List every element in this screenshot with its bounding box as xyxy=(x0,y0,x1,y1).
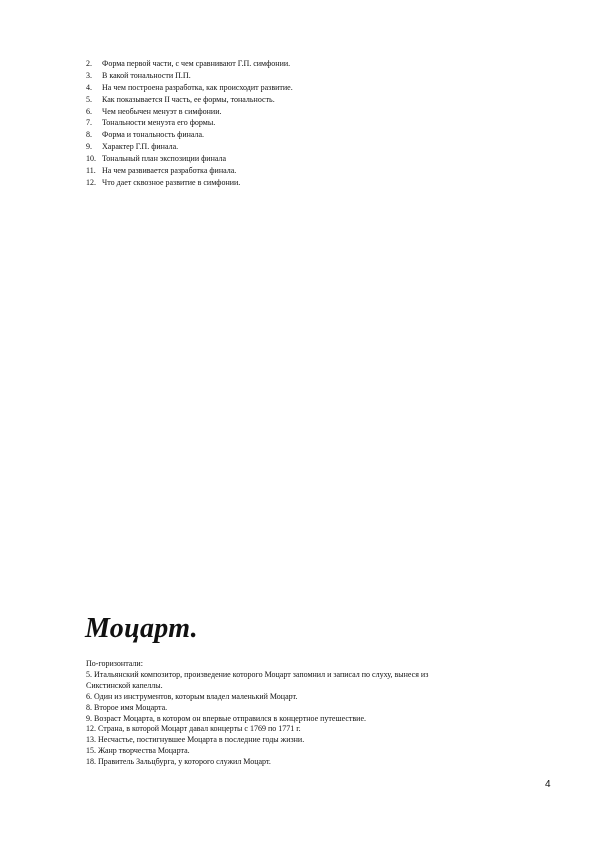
clue-line: 13. Несчастье, постигнувшее Моцарта в последние годы жизни. xyxy=(86,735,305,745)
clue-line: Сикстинской капеллы. xyxy=(86,680,163,690)
list-item: 6. Чем необычен менуэт в симфонии. xyxy=(86,106,222,116)
clue-line: 8. Второе имя Моцарта. xyxy=(86,702,168,712)
clue-line: 6. Один из инструментов, которым владел маленький Моцарт. xyxy=(86,691,298,701)
list-item: 8. Форма и тональность финала. xyxy=(86,130,205,140)
page-number: 4 xyxy=(545,779,551,790)
clues-heading: По-горизонтали: xyxy=(86,659,143,668)
list-item: 10. Тональный план экспозиции финала xyxy=(86,154,227,164)
list-item: 3. В какой тональности П.П. xyxy=(86,70,191,80)
clue-line: 12. Страна, в которой Моцарт давал концерты с 1769 по 1771 г. xyxy=(86,724,301,734)
crossword-clues xyxy=(86,659,526,768)
list-item: 2. Форма первой части, с чем сравнивают Г.П. симфонии. xyxy=(86,59,291,68)
list-item: 12. Что дает сквозное развитие в симфонии. xyxy=(86,177,241,187)
question-list xyxy=(86,58,526,189)
clue-line: 18. Правитель Зальцбурга, у которого служил Моцарт. xyxy=(86,757,271,767)
list-item: 4. На чем построена разработка, как происходит развитие. xyxy=(86,82,293,92)
page-title: Моцарт. xyxy=(85,613,198,644)
clue-line: 5. Итальянский композитор, произведение которого Моцарт запомнил и записал по слуху, вынеся из xyxy=(86,669,429,679)
list-item: 5. Как показывается II часть, ее формы, тональность. xyxy=(86,94,275,104)
clue-line: 15. Жанр творчества Моцарта. xyxy=(86,746,190,756)
list-item: 11. На чем развивается разработка финала. xyxy=(86,166,237,176)
list-item: 9. Характер Г.П. финала. xyxy=(86,142,179,152)
list-item: 7. Тональности менуэта его формы. xyxy=(86,118,216,128)
clue-line: 9. Возраст Моцарта, в котором он впервые отправился в концертное путешествие. xyxy=(86,713,367,723)
